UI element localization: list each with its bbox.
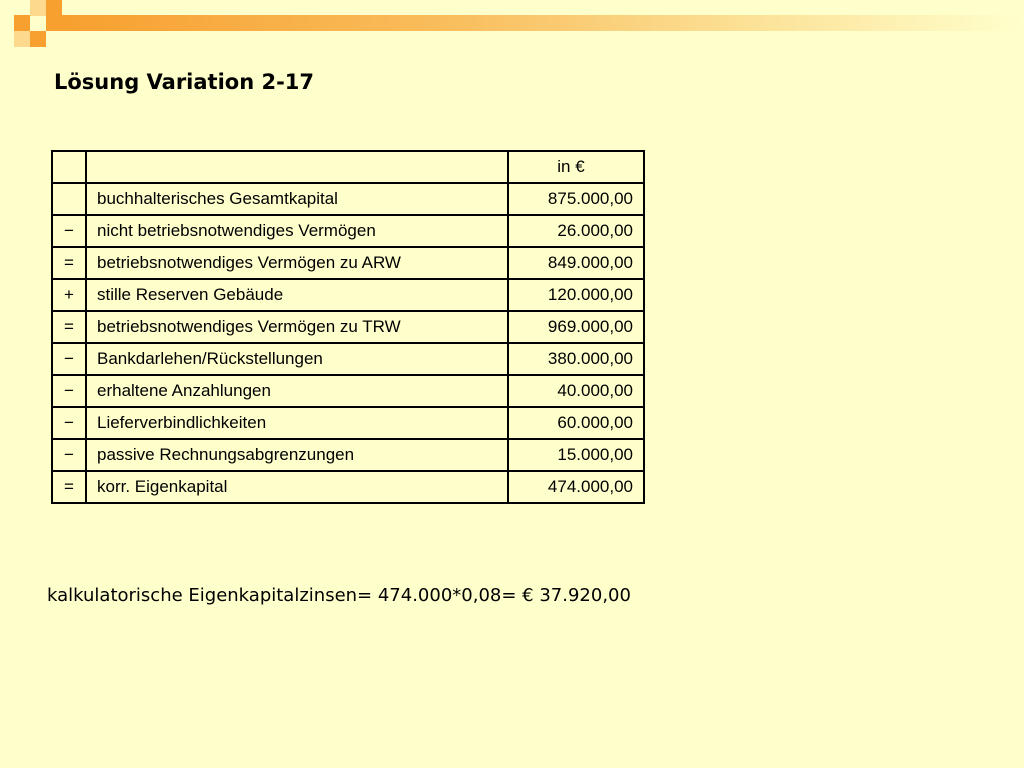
gradient-bar <box>62 15 1024 31</box>
table-row <box>52 375 644 407</box>
decor-square <box>30 31 46 47</box>
op-cell: + <box>52 279 86 311</box>
amount-cell: 875.000,00 <box>508 183 644 215</box>
capital-table <box>51 150 645 504</box>
label-cell: buchhalterisches Gesamtkapital <box>86 183 508 215</box>
decor-square <box>30 0 46 16</box>
table-row <box>52 407 644 439</box>
op-cell: − <box>52 215 86 247</box>
label-cell: betriebsnotwendiges Vermögen zu TRW <box>86 311 508 343</box>
label-cell: stille Reserven Gebäude <box>86 279 508 311</box>
decor-square <box>14 31 30 47</box>
interest-formula: kalkulatorische Eigenkapitalzinsen= 474.000*0,08= € 37.920,00 <box>47 585 631 606</box>
amount-cell: 969.000,00 <box>508 311 644 343</box>
op-cell: = <box>52 311 86 343</box>
table-header-row <box>52 151 644 183</box>
table-row <box>52 247 644 279</box>
op-cell: − <box>52 439 86 471</box>
label-cell: passive Rechnungsabgrenzungen <box>86 439 508 471</box>
decorative-header-bar <box>0 0 1024 48</box>
header-op-cell <box>52 151 86 183</box>
decor-square <box>46 0 62 16</box>
label-cell: Lieferverbindlichkeiten <box>86 407 508 439</box>
amount-cell: 120.000,00 <box>508 279 644 311</box>
op-cell: = <box>52 247 86 279</box>
op-cell: − <box>52 375 86 407</box>
label-cell: korr. Eigenkapital <box>86 471 508 503</box>
amount-cell: 380.000,00 <box>508 343 644 375</box>
amount-cell: 60.000,00 <box>508 407 644 439</box>
table-row <box>52 439 644 471</box>
op-cell <box>52 183 86 215</box>
label-cell: Bankdarlehen/Rückstellungen <box>86 343 508 375</box>
table-row <box>52 471 644 503</box>
label-cell: erhaltene Anzahlungen <box>86 375 508 407</box>
op-cell: = <box>52 471 86 503</box>
header-unit-cell: in € <box>508 151 644 183</box>
table-row <box>52 311 644 343</box>
table-row <box>52 279 644 311</box>
op-cell: − <box>52 407 86 439</box>
table-row <box>52 215 644 247</box>
op-cell: − <box>52 343 86 375</box>
table-row <box>52 343 644 375</box>
slide-title: Lösung Variation 2-17 <box>54 70 315 94</box>
decor-square <box>14 15 30 31</box>
amount-cell: 849.000,00 <box>508 247 644 279</box>
decor-square <box>46 15 62 31</box>
label-cell: nicht betriebsnotwendiges Vermögen <box>86 215 508 247</box>
amount-cell: 26.000,00 <box>508 215 644 247</box>
header-label-cell <box>86 151 508 183</box>
amount-cell: 40.000,00 <box>508 375 644 407</box>
label-cell: betriebsnotwendiges Vermögen zu ARW <box>86 247 508 279</box>
table-row <box>52 183 644 215</box>
amount-cell: 15.000,00 <box>508 439 644 471</box>
amount-cell: 474.000,00 <box>508 471 644 503</box>
